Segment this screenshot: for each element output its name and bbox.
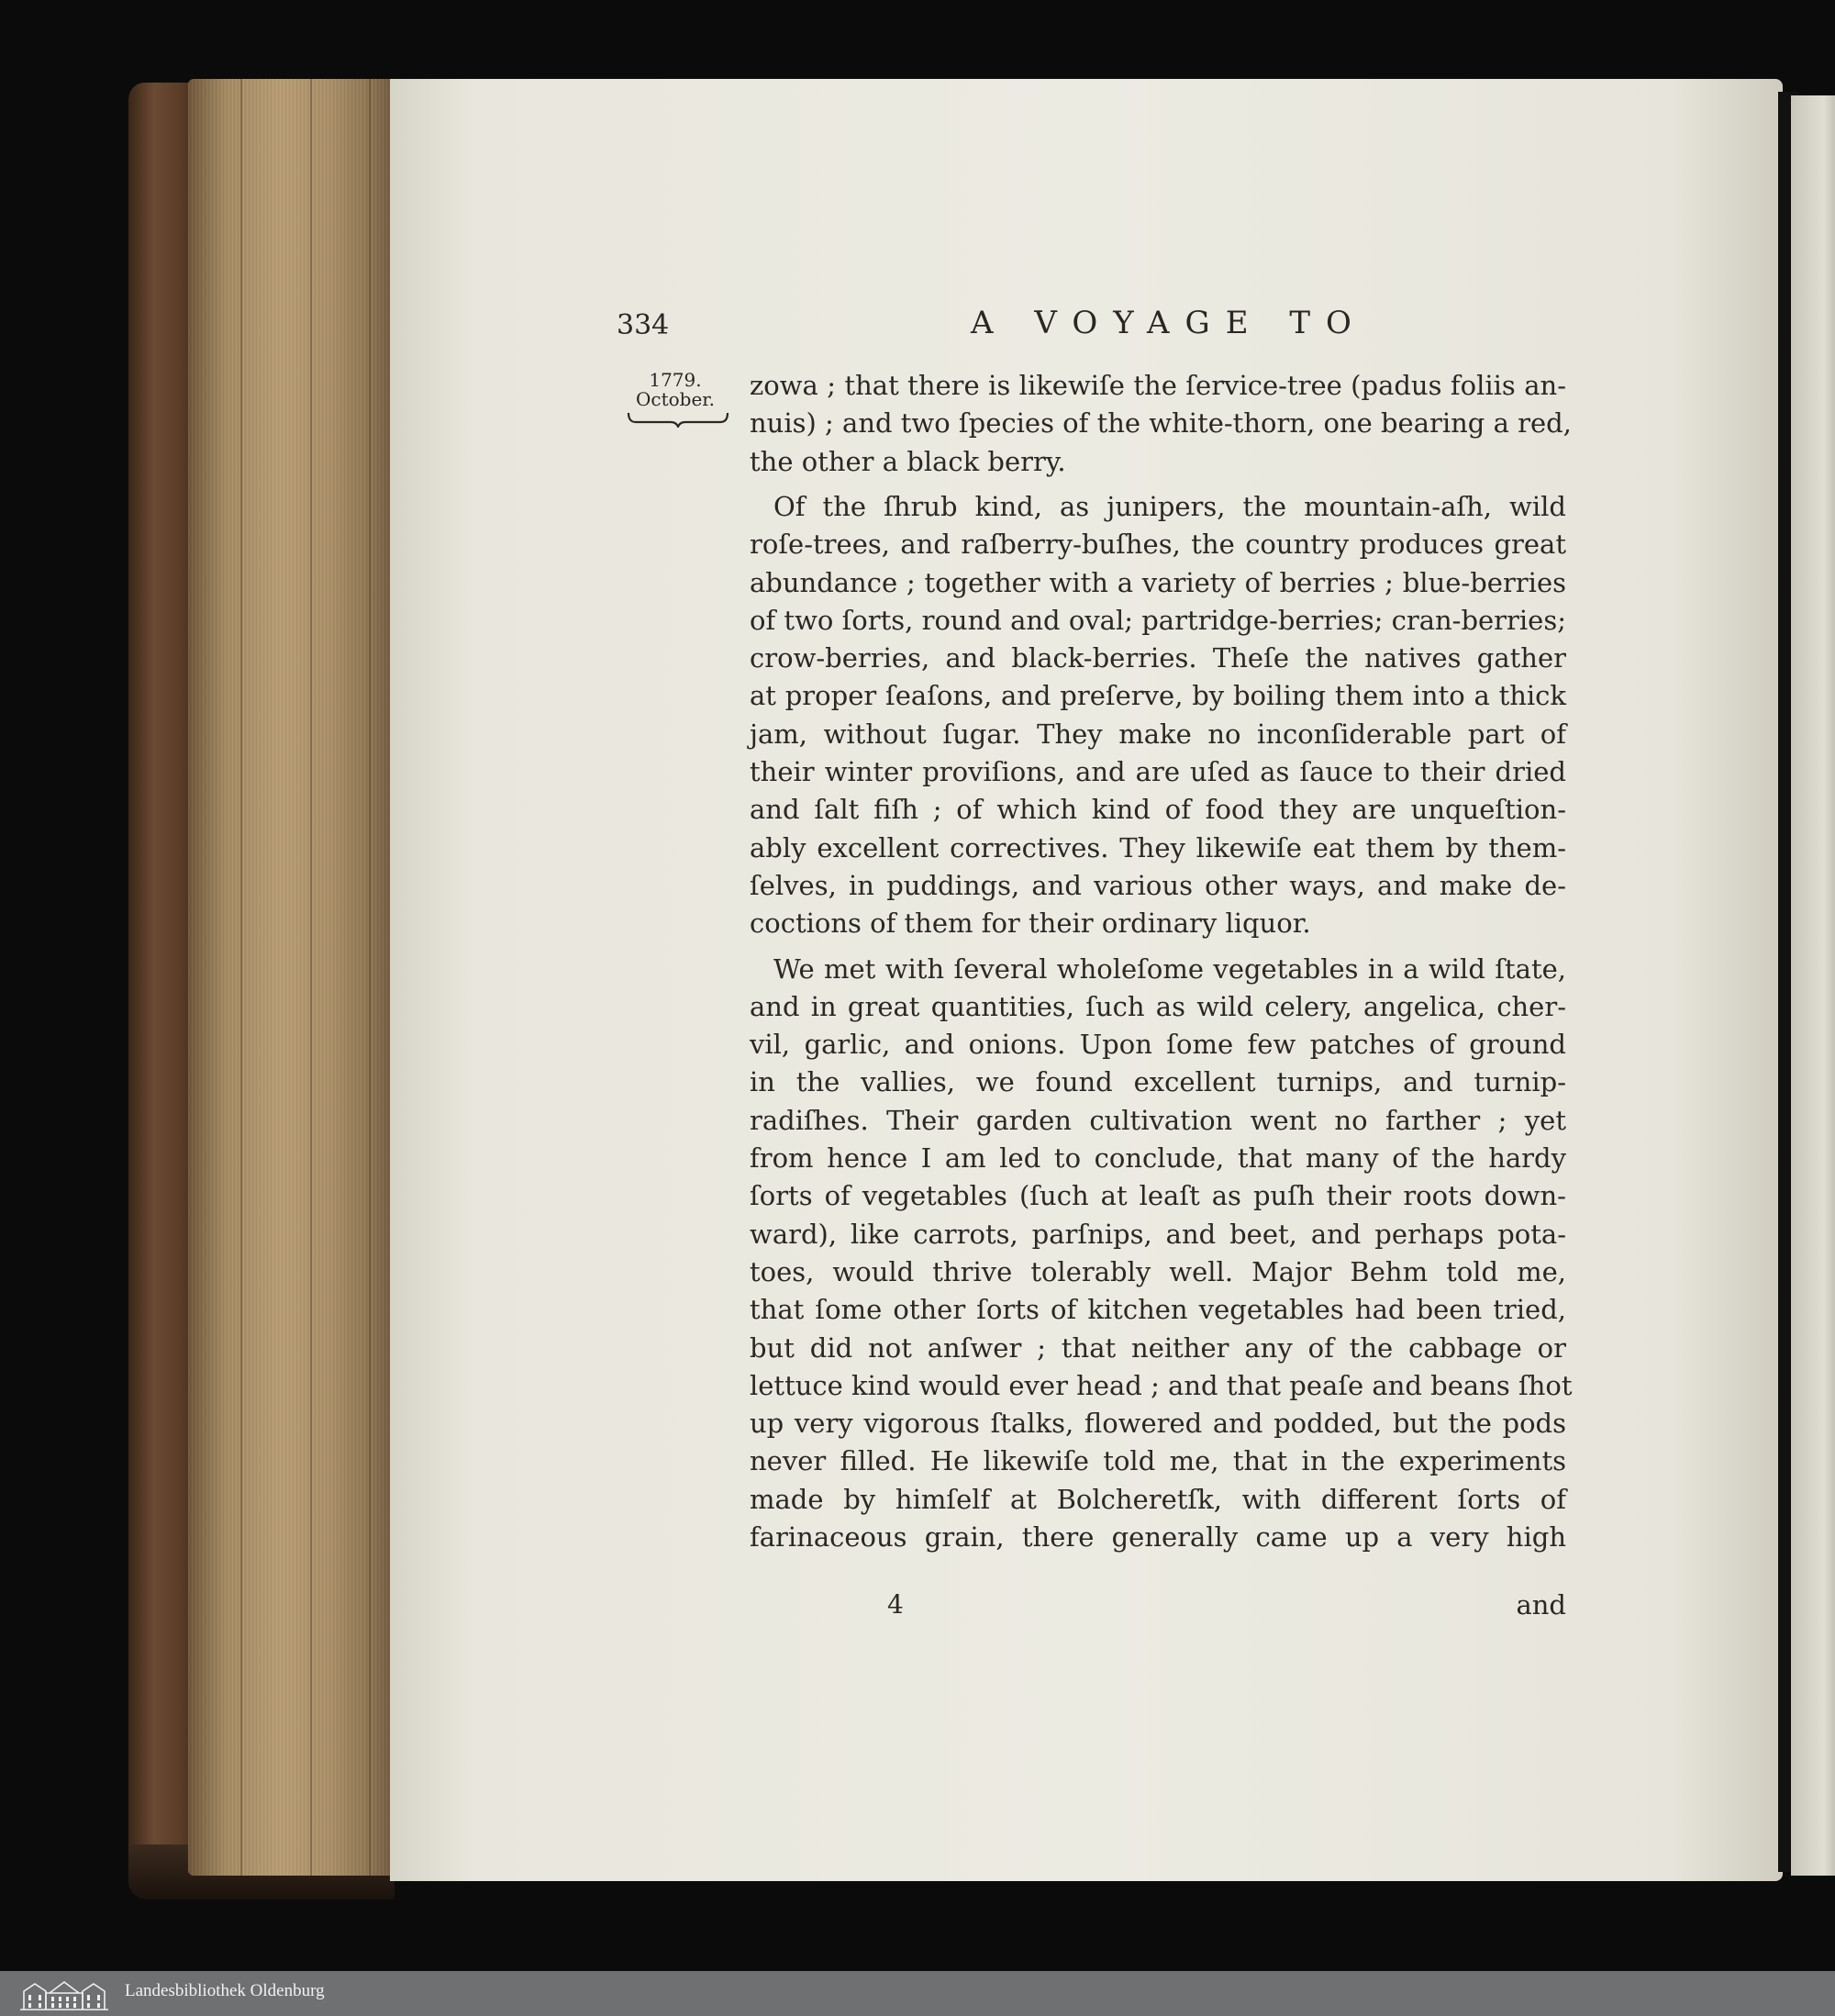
text-line: lettuce kind would ever head ; and that peaſe and beans ſhot (750, 1369, 1573, 1401)
page-edge-line (369, 79, 371, 1876)
catchword: and (1516, 1589, 1566, 1621)
text-line: their winter proviſions, and are uſed as ſauce to their dried (750, 756, 1566, 787)
text-line: Of the ſhrub kind, as junipers, the mountain-aſh, wild (773, 490, 1566, 522)
text-line: We met with ſeveral wholeſome vegetables in a wild ſtate, (773, 952, 1566, 985)
text-line: crow-berries, and black-berries. Theſe the natives gather (750, 642, 1566, 674)
signature-mark: 4 (887, 1589, 904, 1620)
text-line: vil, garlic, and onions. Upon ſome few patches of ground (750, 1029, 1566, 1061)
page-edge-line (240, 79, 242, 1876)
page-number: 334 (617, 309, 670, 341)
text-line: from hence I am led to conclude, that many of the hardy (750, 1142, 1566, 1174)
margin-brace-icon (627, 411, 729, 428)
footer-library-label: Landesbibliothek Oldenburg (125, 1981, 325, 2000)
text-line: coctions of them for their ordinary liquor. (750, 908, 1311, 940)
text-line: toes, would thrive tolerably well. Major Behm told me, (750, 1255, 1566, 1287)
footer-bar (0, 1971, 1835, 2016)
text-line: made by himſelf at Bolcheretſk, with different ſorts of (750, 1483, 1566, 1515)
facing-page-edge (1791, 95, 1835, 1876)
text-line: up very vigorous ſtalks, flowered and podded, but the pods (750, 1408, 1566, 1440)
text-line: and ſalt fiſh ; of which kind of food they are unqueſtion- (750, 794, 1566, 826)
text-line: radiſhes. Their garden cultivation went no farther ; yet (750, 1104, 1566, 1136)
text-line: but did not anſwer ; that neither any of the cabbage or (750, 1331, 1566, 1364)
running-head: A VOYAGE TO (971, 305, 1367, 341)
text-line: in the vallies, we found excellent turnips, and turnip- (750, 1066, 1566, 1098)
text-line: ſorts of vegetables (ſuch at leaſt as puſh their roots down- (750, 1180, 1566, 1212)
text-line: of two ſorts, round and oval; partridge-berries; cran-berries; (750, 604, 1566, 636)
text-line: ably excellent correctives. They likewiſe eat them by them- (750, 831, 1566, 863)
text-line: farinaceous grain, there generally came up a very high (750, 1521, 1566, 1553)
margin-note-year: 1779. (649, 369, 702, 391)
text-line: ſelves, in puddings, and various other ways, and make de- (750, 869, 1566, 901)
text-line: at proper ſeaſons, and preſerve, by boiling them into a thick (750, 680, 1566, 712)
text-line: nuis) ; and two ſpecies of the white-thorn, one bearing a red, (750, 407, 1572, 440)
text-line: the other a black berry. (750, 445, 1066, 477)
text-line: ward), like carrots, parſnips, and beet, and perhaps pota- (750, 1218, 1566, 1250)
page-edge-line (310, 79, 312, 1876)
text-line: jam, without ſugar. They make no inconſiderable part of (750, 718, 1566, 750)
text-line: and in great quantities, ſuch as wild celery, angelica, cher- (750, 990, 1566, 1022)
library-building-logo-icon (17, 1977, 112, 2011)
margin-note-month: October. (635, 388, 716, 410)
text-line: never filled. He likewiſe told me, that in the experiments (750, 1445, 1566, 1477)
page-edges (188, 79, 395, 1876)
text-line: roſe-trees, and raſberry-buſhes, the country produces great (750, 529, 1566, 561)
text-line: that ſome other ſorts of kitchen vegetables had been tried, (750, 1294, 1566, 1326)
text-line: zowa ; that there is likewiſe the ſervice-tree (padus foliis an- (750, 370, 1566, 401)
text-line: abundance ; together with a variety of berries ; blue-berries (750, 566, 1566, 598)
